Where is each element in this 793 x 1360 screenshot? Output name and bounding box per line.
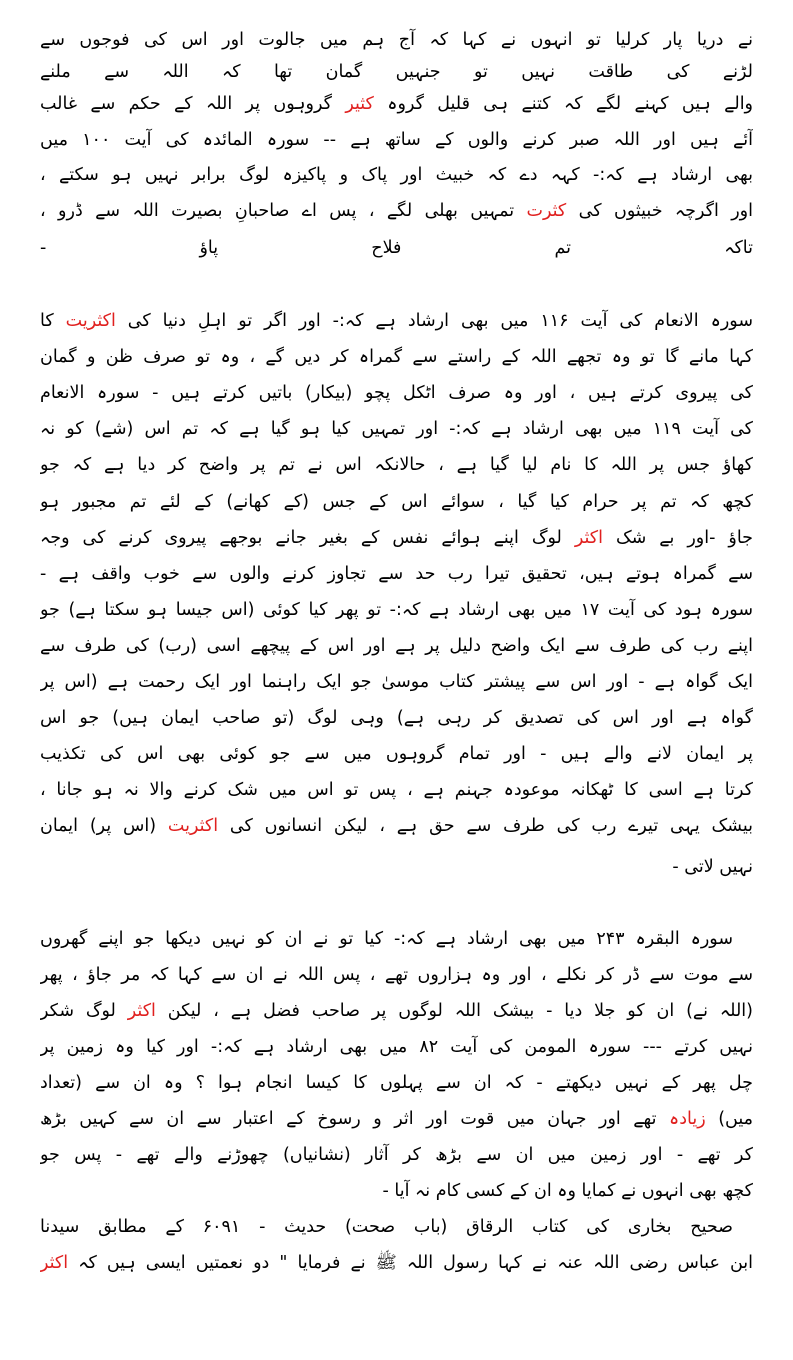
text-line xyxy=(40,1173,753,1209)
text-segment: سورہ ہود کی آیت ۱۷ میں بھی ارشاد ہے کہ:- تو پھر کیا کوئی (اس جیسا ہو سکتا ہے) جو xyxy=(40,600,753,620)
text-segment: (اللہ نے) ان کو جلا دیا - بیشک اللہ لوگوں پر صاحب فضل ہے ، لیکن xyxy=(155,1001,753,1021)
text-segment: کچھ بھی انہوں نے کمایا وہ ان کے کسی کام نہ آیا - xyxy=(382,1181,753,1201)
highlighted-word: اکثر xyxy=(127,1001,156,1021)
text-segment: سے موت سے ڈر کر نکلے ، اور وہ ہزاروں تھے ، پس اللہ نے ان سے کہا کہ مر جاؤ ، پھر xyxy=(40,965,753,985)
text-segment: کا xyxy=(40,311,66,331)
text-segment: کچھ کہ تم پر حرام کیا گیا ، سوائے اس کے جس (کے کھانے) کے لئے تم مجبور ہو xyxy=(40,492,753,512)
text-segment: ابن عباس رضی اللہ عنہ نے کہا رسول اللہ ﷺ نے فرمایا " دو نعمتیں ایسی ہیں کہ xyxy=(68,1253,753,1273)
highlighted-word: کثرت xyxy=(526,201,567,221)
text-line xyxy=(40,1101,753,1137)
text-line xyxy=(40,1065,753,1101)
text-line xyxy=(40,808,753,844)
text-segment: آئے ہیں اور اللہ صبر کرنے والوں کے ساتھ ہے -- سورہ المائدہ کی آیت ۱۰۰ میں xyxy=(40,130,753,150)
text-segment: نے دریا پار کرلیا تو انہوں نے کہا کہ آج ہم میں جالوت اور اس کی فوجوں سے xyxy=(40,30,753,50)
text-segment: جاؤ -اور بے شک xyxy=(603,528,753,548)
text-line xyxy=(40,122,753,158)
text-segment: سے گمراہ ہوتے ہیں، تحقیق تیرا رب حد سے تجاوز کرنے والوں سے خوب واقف ہے - xyxy=(40,564,753,584)
text-line xyxy=(40,664,753,700)
text-line xyxy=(40,736,753,772)
text-segment: لڑنے کی طاقت نہیں تو جنہیں گمان تھا کہ اللہ سے ملنے xyxy=(40,62,753,82)
text-line xyxy=(40,993,753,1029)
text-line xyxy=(40,157,753,193)
text-segment: تھے اور جہان میں قوت اور اثر و رسوخ کے اعتبار سے ان سے کہیں بڑھ xyxy=(40,1109,669,1129)
text-segment: نہیں لاتی - xyxy=(672,857,753,877)
highlighted-word: اکثر xyxy=(574,528,603,548)
text-line xyxy=(40,772,753,808)
text-line xyxy=(40,700,753,736)
text-line xyxy=(40,193,753,229)
text-segment: والے ہیں کہنے لگے کہ کتنے ہی قلیل گروہ xyxy=(373,94,753,114)
text-segment: نہیں کرتے --- سورہ المومن کی آیت ۸۲ میں بھی ارشاد ہے کہ:- اور کیا وہ زمین پر xyxy=(40,1037,753,1057)
highlighted-word: اکثریت xyxy=(65,311,116,331)
text-line xyxy=(40,303,753,339)
text-line xyxy=(40,849,753,885)
text-line xyxy=(40,1137,753,1173)
text-line xyxy=(40,339,753,375)
text-segment: ایک گواہ ہے - اور اس سے پیشتر کتاب موسیٰ جو ایک راہنما اور ایک رحمت ہے (اس پر xyxy=(40,672,753,692)
text-line xyxy=(40,484,753,520)
text-segment: اپنے رب کی طرف سے ایک واضح دلیل پر ہے اور اس کے پیچھے اسی (رب) کی طرف سے xyxy=(40,636,753,656)
text-segment: تمہیں بھلی لگے ، پس اے صاحبانِ بصیرت اللہ سے ڈرو ، xyxy=(40,201,527,221)
text-segment: بیشک یہی تیرے رب کی طرف سے حق ہے ، لیکن انسانوں کی xyxy=(218,816,753,836)
text-segment: تاکہ تم فلاح پاؤ - xyxy=(40,238,753,258)
text-segment: گواہ ہے اور اس کی تصدیق کر رہی ہے) وہی لوگ (تو صاحب ایمان ہیں) جو اس xyxy=(40,708,753,728)
text-segment: پر ایمان لانے والے ہیں - اور تمام گروہوں میں سے جو کوئی بھی اس کی تکذیب xyxy=(40,744,753,764)
text-segment: لوگ اپنے ہوائے نفس کے بغیر جانے بوجھے پیروی کرنے کی وجہ xyxy=(40,528,575,548)
text-segment: اور اگرچہ خبیثوں کی xyxy=(566,201,753,221)
text-line xyxy=(40,22,753,58)
text-line xyxy=(40,957,753,993)
text-segment: (اس پر) ایمان xyxy=(40,816,168,836)
highlighted-word: اکثر xyxy=(40,1253,69,1273)
text-segment: کی آیت ۱۱۹ میں بھی ارشاد ہے کہ:- اور تمہیں کیا ہو گیا ہے کہ تم اس (شے) کو نہ xyxy=(40,419,753,439)
highlighted-word: زیادہ xyxy=(668,1109,706,1129)
text-line xyxy=(40,375,753,411)
text-segment: کر تھے - اور زمین میں ان سے بڑھ کر آثار (نشانیاں) چھوڑنے والے تھے - پس جو xyxy=(40,1145,753,1165)
text-line xyxy=(40,1245,753,1281)
text-segment: گروہوں پر اللہ کے حکم سے غالب xyxy=(40,94,346,114)
text-segment: کی پیروی کرتے ہیں ، اور وہ صرف اٹکل پچو (بیکار) باتیں کرتے ہیں - سورہ الانعام xyxy=(40,383,753,403)
text-segment: لوگ شکر xyxy=(40,1001,128,1021)
highlighted-word: اکثریت xyxy=(167,816,219,836)
text-segment: صحیح بخاری کی کتاب الرقاق (باب صحت) حدیث - ۶۰۹۱ کے مطابق سیدنا xyxy=(40,1217,733,1237)
text-line xyxy=(40,1209,733,1245)
text-line xyxy=(40,921,733,957)
text-line xyxy=(40,556,753,592)
text-segment: سورہ البقرہ ۲۴۳ میں بھی ارشاد ہے کہ:- کیا تو نے ان کو نہیں دیکھا جو اپنے گھروں xyxy=(40,929,733,949)
text-segment: بھی ارشاد ہے کہ:- کہہ دے کہ خبیث اور پاک و پاکیزہ لوگ برابر نہیں ہو سکتے ، xyxy=(40,165,753,185)
text-line xyxy=(40,230,753,266)
text-line xyxy=(40,628,753,664)
text-line xyxy=(40,1029,753,1065)
text-line xyxy=(40,592,753,628)
text-line xyxy=(40,411,753,447)
text-segment: میں) xyxy=(705,1109,753,1129)
text-segment: کہا مانے گا تو وہ تجھے اللہ کے راستے سے گمراہ کر دیں گے ، وہ تو صرف ظن و گمان xyxy=(40,347,753,367)
text-segment: کرتا ہے اسی کا ٹھکانہ موعودہ جہنم ہے ، پس تو اس میں شک کرنے والا نہ ہو جانا ، xyxy=(40,780,753,800)
text-segment: سورہ الانعام کی آیت ۱۱۶ میں بھی ارشاد ہے کہ:- اور اگر تو اہلِ دنیا کی xyxy=(115,311,753,331)
text-segment: چل پھر کے نہیں دیکھتے - کہ ان سے پہلوں کا کیسا انجام ہوا ؟ وہ ان سے (تعداد xyxy=(40,1073,753,1093)
text-line xyxy=(40,86,753,122)
text-line xyxy=(40,447,753,483)
text-line xyxy=(40,520,753,556)
text-line xyxy=(40,54,753,90)
text-segment: کھاؤ جس پر اللہ کا نام لیا گیا ہے ، حالانکہ اس نے تم پر واضح کر دیا ہے کہ جو xyxy=(40,455,753,475)
highlighted-word: کثیر xyxy=(345,94,374,114)
